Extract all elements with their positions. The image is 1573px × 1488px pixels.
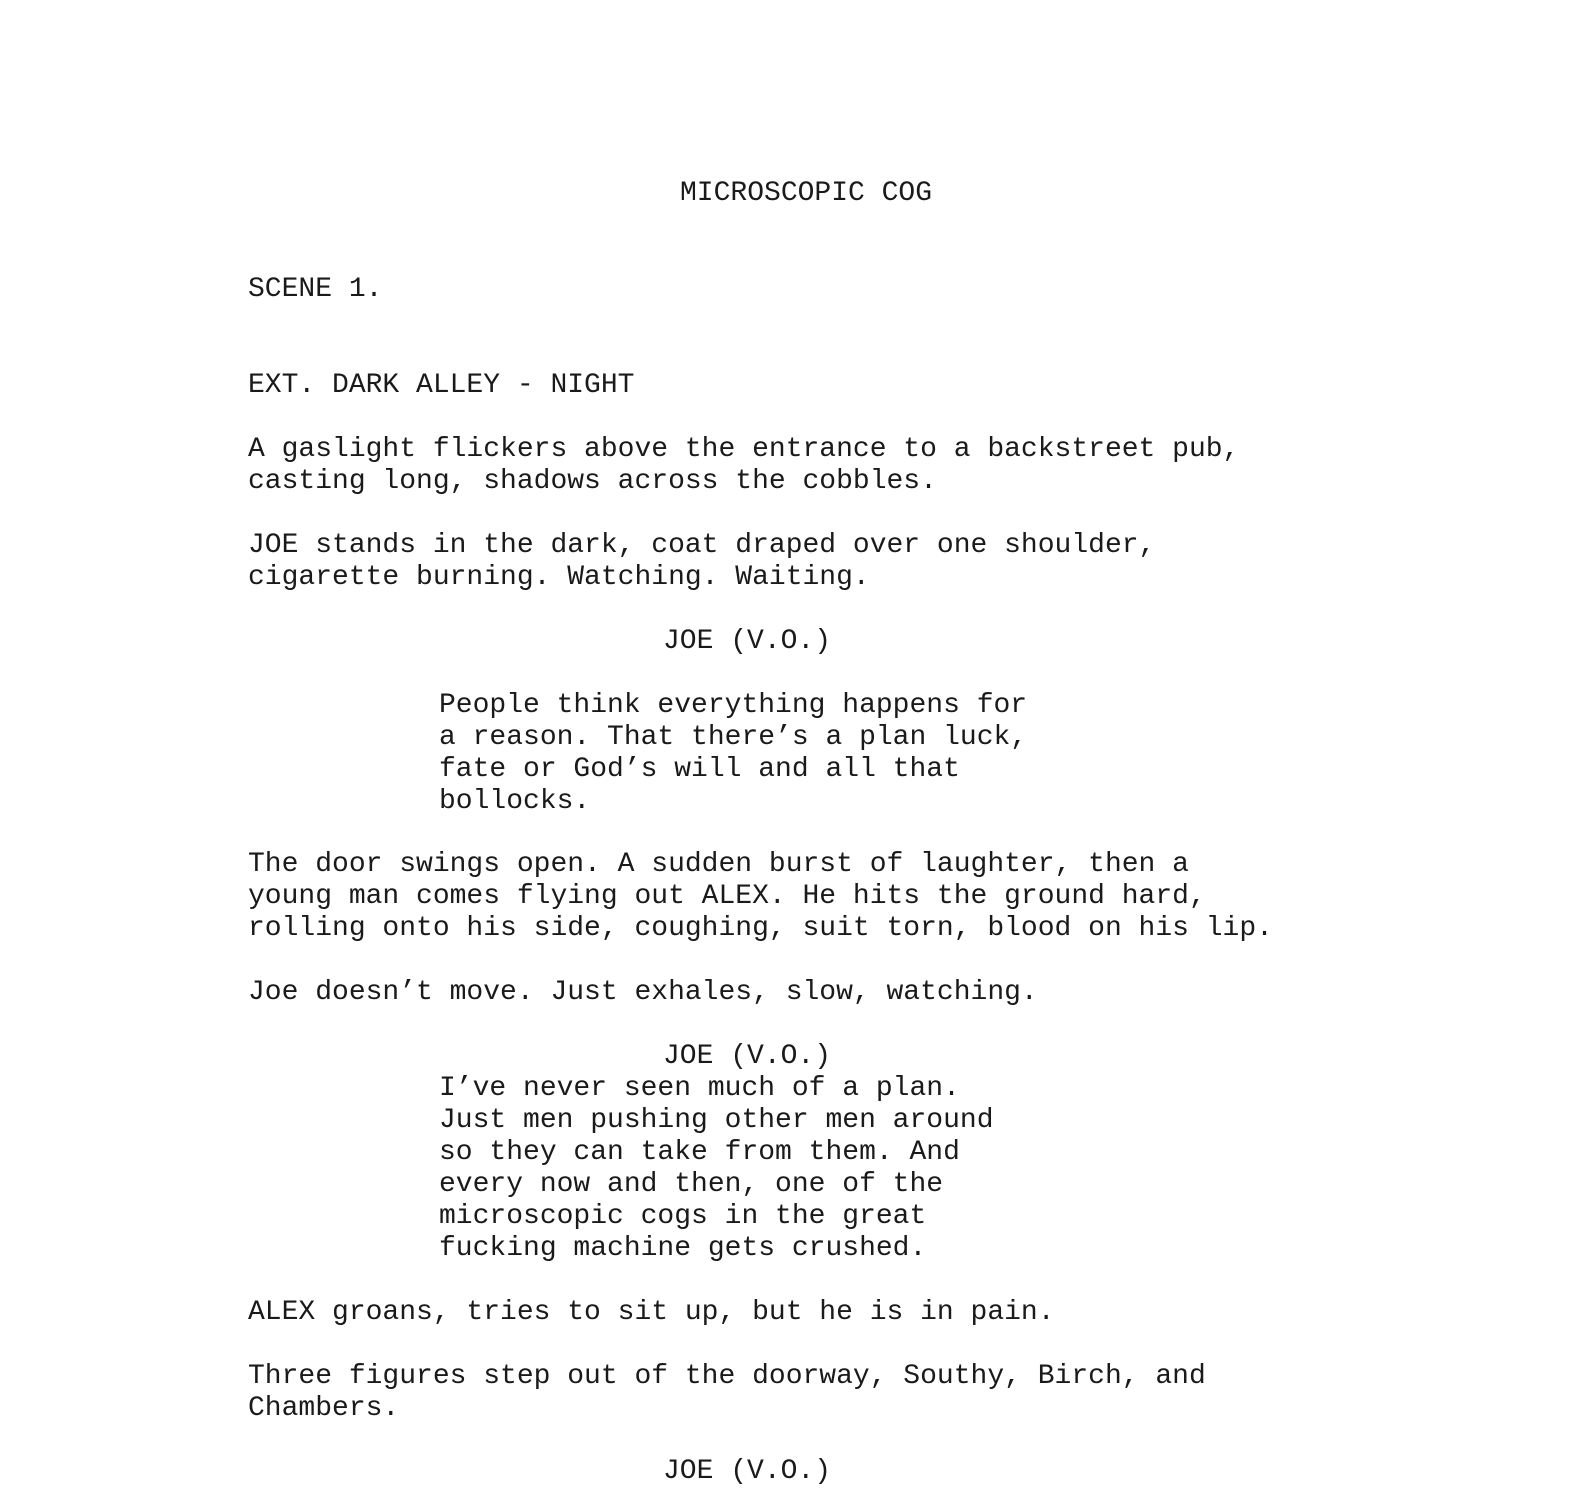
dialogue-line: fate or God’s will and all that — [439, 754, 960, 785]
action-line: cigarette burning. Watching. Waiting. — [248, 562, 870, 593]
character-cue: JOE (V.O.) — [663, 626, 832, 657]
dialogue-line: so they can take from them. And — [439, 1137, 960, 1168]
dialogue-line: bollocks. — [439, 786, 591, 817]
action-line: casting long, shadows across the cobbles. — [248, 466, 937, 497]
action-line: Chambers. — [248, 1393, 400, 1424]
dialogue-line: People think everything happens for — [439, 690, 1028, 721]
action-line: young man comes flying out ALEX. He hits the ground hard, — [248, 881, 1206, 912]
script-title: MICROSCOPIC COG — [680, 178, 933, 209]
character-cue: JOE (V.O.) — [663, 1041, 832, 1072]
dialogue-line: fucking machine gets crushed. — [439, 1233, 927, 1264]
dialogue-line: a reason. That there’s a plan luck, — [439, 722, 1028, 753]
action-line: Joe doesn’t move. Just exhales, slow, watching. — [248, 977, 1038, 1008]
action-line: Three figures step out of the doorway, Southy, Birch, and — [248, 1361, 1206, 1392]
dialogue-line: Just men pushing other men around — [439, 1105, 994, 1136]
action-line: A gaslight flickers above the entrance to a backstreet pub, — [248, 434, 1240, 465]
dialogue-line: every now and then, one of the — [439, 1169, 944, 1200]
dialogue-line: microscopic cogs in the great — [439, 1201, 927, 1232]
slugline: EXT. DARK ALLEY - NIGHT — [248, 370, 635, 401]
action-line: JOE stands in the dark, coat draped over one shoulder, — [248, 530, 1156, 561]
action-line: The door swings open. A sudden burst of laughter, then a — [248, 849, 1189, 880]
action-line: rolling onto his side, coughing, suit torn, blood on his lip. — [248, 913, 1273, 944]
action-line: ALEX groans, tries to sit up, but he is in pain. — [248, 1297, 1055, 1328]
dialogue-line: I’ve never seen much of a plan. — [439, 1073, 960, 1104]
character-cue: JOE (V.O.) — [663, 1456, 832, 1487]
scene-heading: SCENE 1. — [248, 274, 383, 305]
